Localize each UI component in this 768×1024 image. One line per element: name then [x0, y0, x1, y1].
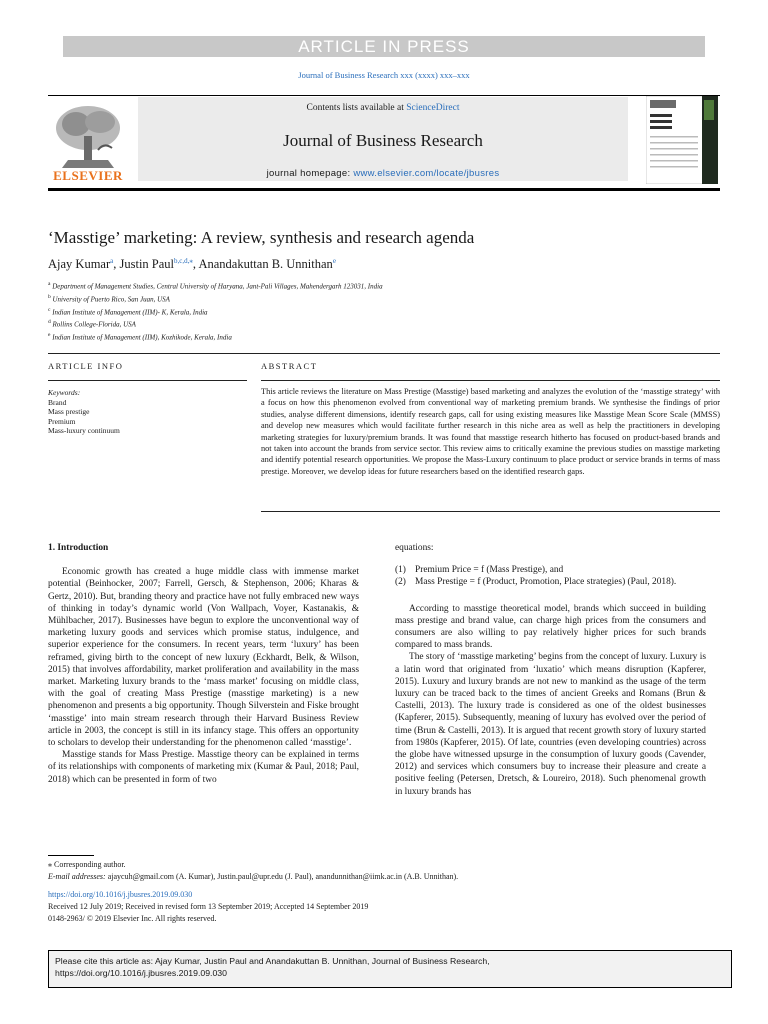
cite-line: Please cite this article as: Ajay Kumar, Justin Paul and Anandakuttan B. Unnithan, Journal of Business Research, [55, 956, 490, 966]
equation-number: (2) [395, 577, 406, 588]
affiliation-item: $^c$ Indian Institute of Management (IIM)- K, Kerala, India [48, 306, 208, 316]
homepage-line [138, 168, 628, 179]
author-list: Ajay Kumar$^a$, Justin Paul$^{b,c,d,⁎}$, Anandakuttan B. Unnithan$^e$ [48, 257, 336, 272]
keyword-item: Mass-luxury continuum [48, 426, 120, 435]
cite-this-article-box [48, 950, 732, 988]
journal-title: Journal of Business Research [283, 131, 483, 150]
equation-item [395, 576, 706, 588]
keyword-item: Premium [48, 416, 76, 426]
doi-link[interactable]: https://doi.org/10.1016/j.jbusres.2019.09.030 [48, 890, 193, 899]
elsevier-wordmark: ELSEVIER [53, 168, 123, 183]
equation-text: Premium Price = f (Mass Prestige), and [415, 565, 564, 576]
body-paragraph: Masstige stands for Mass Prestige. Masstige theory can be explained in terms of its relationships with components of marketing mix (Kumar & Paul, 2018; Paul, 2018) which can be presented in form of two [48, 750, 359, 785]
author-affiliation-mark[interactable]: e [332, 257, 336, 265]
affiliation-item: $^d$ Rollins College-Florida, USA [48, 319, 136, 329]
abstract-body: This article reviews the literature on Mass Prestige (Masstige) based marketing and analyzes the evolution of the ‘masstige strategy’ with a focus on how this phenomenon evolved from conventional way of marketing premium brands. We synthesise the findings of prior studies, analyse different dimensions, identify research gaps, call for using existing measures like Masstige Mean Score Scale (MMSS) and develop new measures which would facilitate further research in this niche area as well as help the practitioners in developing marketing strategies for luxury/premium brands. It was found that masstige research hitherto has focused on product-based brands and not taken into account the brands from service sector. This review aims to critically examine the previous studies on masstige marketing and identify potential research opportunities. We propose the Mass-Luxury continuum to place product or service brands in terms of mass prestige. Moreover, we develop ideas for future researchers based on the identified research gaps. [261, 387, 720, 476]
article-title: ‘Masstige’ marketing: A review, synthesis and research agenda [48, 228, 475, 247]
divider [261, 511, 720, 512]
body-paragraph: equations: [395, 543, 434, 553]
article-info-heading: ARTICLE INFO [48, 361, 124, 371]
affiliation-list [48, 279, 383, 343]
author-name: Justin Paul [119, 257, 175, 272]
homepage-prefix: journal homepage: [266, 168, 354, 179]
journal-cover-thumbnail [646, 96, 718, 184]
equation-number: (1) [395, 565, 406, 576]
section-heading: 1. Introduction [48, 543, 109, 553]
contents-line [138, 103, 628, 113]
keyword-item: Brand [48, 397, 67, 407]
contents-prefix: Contents lists available at [306, 103, 407, 113]
author-name: Ajay Kumar [48, 257, 111, 272]
body-paragraph: Economic growth has created a huge middle class with immense market potential (Beinhocker, 2007; Farrell, Gersch, & Stephenson, 2006; Kharas & Gertz, 2010). But, branding theory and practice have not fully embraced new ways of thinking in today’s dynamic world (Von Wallpach, Voyer, Kastanakis, & Mühlbacher, 2017). Businesses have begun to explore the unconventional way of marketing luxury goods and services which promise status, indulgence, and superior experience for the consumers. In recent years, term ‘luxury’ has been reframed, giving birth to the concept of new luxury (Eckhardt, Belk, & Wilson, 2015) that involves affordability, market proliferation and availability in the mass market. Marketing luxury brands to the ‘mass market’ focusing on middle class, with the goal of creating Mass Prestige (masstige marketing) is a new phenomenon and presents a big opportunity. Though Silverstein and Fiske brought ‘masstige’ into main stream research through their Harvard Business Review article in 2003, the concept is still in its infancy stage. This offers an opportunity to scholars to develop their understanding for the phenomenon called ‘masstige’. [48, 567, 359, 749]
email-list[interactable]: ajaycuh@gmail.com (A. Kumar), Justin.paul@upr.edu (J. Paul), anandunnithan@iimk.ac.in (A.B. Unnithan). [107, 872, 459, 881]
abstract-heading: ABSTRACT [261, 361, 318, 371]
body-paragraph: According to masstige theoretical model, brands which succeed in building mass prestige and brand value, can charge high prices from the consumers and consumers are also willing to pay relatively higher prices for such brands compared to mass brands. [395, 603, 706, 651]
journal-header-panel [138, 97, 628, 181]
keyword-item: Mass prestige [48, 407, 90, 416]
body-left-column [48, 542, 359, 786]
equation-item [395, 564, 706, 576]
author-affiliation-mark[interactable]: b,c,d,⁎ [174, 257, 193, 265]
cite-doi[interactable]: https://doi.org/10.1016/j.jbusres.2019.09.030 [55, 968, 227, 978]
author-name: Anandakuttan B. Unnithan [198, 257, 333, 272]
journal-homepage-link[interactable]: www.elsevier.com/locate/jbusres [353, 168, 500, 179]
keywords-label: Keywords: [48, 388, 81, 397]
affiliation-item: $^e$ Indian Institute of Management (IIM), Kozhikode, Kerala, India [48, 332, 232, 342]
divider [48, 353, 720, 354]
sciencedirect-link[interactable]: ScienceDirect [406, 103, 460, 113]
journal-citation-top[interactable]: Journal of Business Research xxx (xxxx) xxx–xxx [298, 70, 470, 80]
article-in-press-banner: ARTICLE IN PRESS [63, 36, 705, 57]
footnotes [48, 859, 458, 925]
divider [48, 380, 247, 381]
journal-header [48, 95, 720, 191]
received-dates: Received 12 July 2019; Received in revised form 13 September 2019; Accepted 14 September 2019 [48, 902, 369, 911]
divider [261, 380, 720, 381]
affiliation-item: $^b$ University of Puerto Rico, San Juan, USA [48, 293, 170, 304]
footnote-rule [48, 855, 94, 856]
keywords-block [48, 388, 120, 436]
copyright-line: 0148-2963/ © 2019 Elsevier Inc. All rights reserved. [48, 914, 217, 923]
corresponding-author-note: ⁎ Corresponding author. [48, 860, 126, 869]
equation-text: Mass Prestige = f (Product, Promotion, Place strategies) (Paul, 2018). [415, 577, 677, 588]
email-addresses: E-mail addresses: ajaycuh@gmail.com (A. Kumar), Justin.paul@upr.edu (J. Paul), anandunnithan@iimk.ac.in (A.B. Unnithan). [48, 872, 459, 881]
body-paragraph: The story of ‘masstige marketing’ begins from the concept of luxury. Luxury is a latin word that originated from ‘luxatio’ which means disruption (Kapferer, 2015). Luxury and luxury brands are not new to mankind as the usage of the term luxury can be traced back to the times of ancient Greeks and Romans (Brun & Castelli, 2013). The luxury trade is considered as one of the oldest businesses (Kapferer, 2015). Subsequently, meaning of luxury has evolved over the period of time (Brun & Castelli, 2013). It is argued that recent growth story of luxury started from 1980s (Kapferer, 2015). Of late, countries (even developing countries) across the globe have witnessed upsurge in the consumption of luxury goods (Cavender, 2012) and services which consumers buy to increase their pleasure and create a positive feeling (Petersen, Dretsch, & Loureiro, 2018). Such phenomenal growth in luxury brands has [395, 652, 706, 797]
affiliation-item: $^a$ Department of Management Studies, Central University of Haryana, Jant-Pali Villages, Mahendergarh 123031, India [48, 281, 383, 291]
author-affiliation-mark[interactable]: a [110, 257, 114, 265]
body-right-column [395, 542, 706, 798]
